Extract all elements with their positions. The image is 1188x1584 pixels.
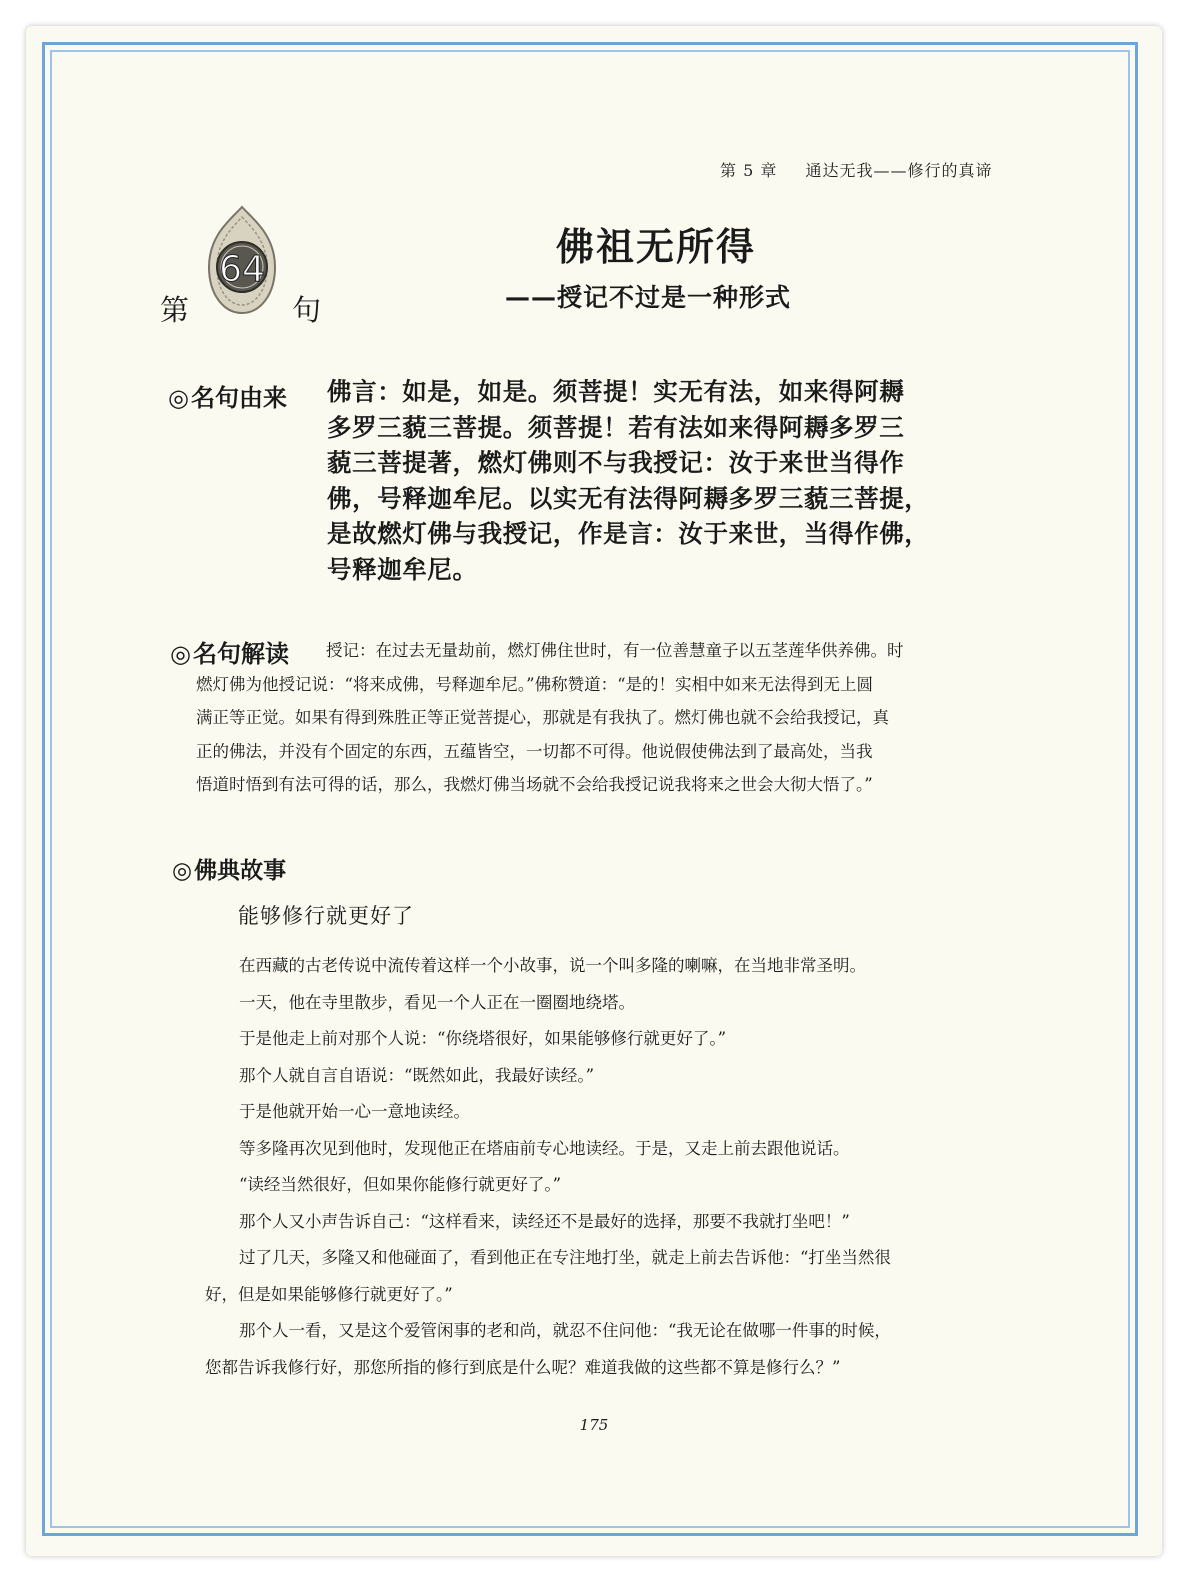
story-line: 于是他走上前对那个人说：“你绕塔很好，如果能够修行就更好了。” bbox=[239, 1029, 727, 1048]
origin-quote bbox=[327, 374, 1007, 587]
page-title: 佛祖无所得 bbox=[556, 225, 757, 269]
quote-line: 号释迦牟尼。 bbox=[327, 554, 478, 584]
section-origin-label: 名句由来 bbox=[190, 384, 287, 412]
section-origin-heading bbox=[168, 378, 287, 413]
interpretation-line: 燃灯佛为他授记说：“将来成佛，号释迦牟尼。”佛称赞道：“是的！实相中如来无法得到无上圆 bbox=[196, 674, 874, 694]
quote-line: 藐三菩提著，燃灯佛则不与我授记：汝于来世当得作 bbox=[327, 448, 905, 477]
story-line: 一天，他在寺里散步，看见一个人正在一圈圈地绕塔。 bbox=[239, 992, 635, 1012]
chapter-title: 通达无我——修行的真谛 bbox=[805, 161, 993, 180]
section-story-heading bbox=[172, 852, 286, 885]
sentence-number: 64 bbox=[219, 249, 265, 290]
interpretation-text bbox=[196, 634, 1026, 802]
quote-line: 多罗三藐三菩提。须菩提！若有法如来得阿耨多罗三 bbox=[327, 412, 905, 442]
section-marker: ◎ bbox=[170, 640, 191, 668]
story-line: 那个人又小声告诉自己：“这样看来，读经还不是最好的选择，那要不我就打坐吧！” bbox=[239, 1211, 850, 1231]
quote-line: 是故燃灯佛与我授记，作是言：汝于来世，当得作佛， bbox=[327, 519, 930, 548]
story-line: 那个人一看，又是这个爱管闲事的老和尚，就忍不住问他：“我无论在做哪一件事的时候， bbox=[239, 1321, 891, 1340]
story-line: 在西藏的古老传说中流传着这样一个小故事，说一个叫多隆的喇嘛，在当地非常圣明。 bbox=[239, 956, 866, 975]
quote-line: 佛言：如是，如是。须菩提！实无有法，如来得阿耨 bbox=[327, 377, 905, 406]
story-line: 那个人就自言自语说：“既然如此，我最好读经。” bbox=[239, 1065, 595, 1085]
section-marker: ◎ bbox=[168, 384, 189, 412]
story-line: 好，但是如果能够修行就更好了。” bbox=[205, 1284, 453, 1304]
ornament-medallion bbox=[205, 205, 279, 317]
section-story-label: 佛典故事 bbox=[194, 858, 287, 884]
story-line: 于是他就开始一心一意地读经。 bbox=[239, 1102, 470, 1121]
page-subtitle: ——授记不过是一种形式 bbox=[505, 283, 792, 312]
story-title: 能够修行就更好了 bbox=[238, 904, 414, 928]
section-interpretation-label: 名句解读 bbox=[192, 640, 289, 668]
story-line: “读经当然很好，但如果你能修行就更好了。” bbox=[239, 1175, 562, 1194]
story-line: 您都告诉我修行好，那您所指的修行到底是什么呢？难道我做的这些都不算是修行么？” bbox=[205, 1357, 841, 1377]
section-marker: ◎ bbox=[172, 858, 193, 884]
quote-line: 佛，号释迦牟尼。以实无有法得阿耨多罗三藐三菩提， bbox=[327, 483, 930, 513]
story-text bbox=[205, 948, 1035, 1386]
story-line: 过了几天，多隆又和他碰面了，看到他正在专注地打坐，就走上前去告诉他：“打坐当然很 bbox=[239, 1248, 891, 1267]
chapter-number: 第 5 章 bbox=[720, 161, 778, 180]
interpretation-line: 悟道时悟到有法可得的话，那么，我燃灯佛当场就不会给我授记说我将来之世会大彻大悟了。” bbox=[196, 775, 873, 794]
interpretation-line: 正的佛法，并没有个固定的东西，五蕴皆空，一切都不可得。他说假使佛法到了最高处，当我 bbox=[196, 741, 873, 761]
page-number: 175 bbox=[579, 1416, 609, 1434]
story-line: 等多隆再次见到他时，发现他正在塔庙前专心地读经。于是，又走上前去跟他说话。 bbox=[239, 1138, 850, 1158]
sentence-prefix: 第 bbox=[160, 293, 190, 327]
interpretation-line: 授记：在过去无量劫前，燃灯佛住世时，有一位善慧童子以五茎莲华供养佛。时 bbox=[326, 641, 904, 660]
running-head bbox=[720, 158, 992, 181]
interpretation-line: 满正等正觉。如果有得到殊胜正等正觉菩提心，那就是有我执了。燃灯佛也就不会给我授记，真 bbox=[196, 708, 889, 727]
sentence-suffix: 句 bbox=[292, 293, 322, 327]
